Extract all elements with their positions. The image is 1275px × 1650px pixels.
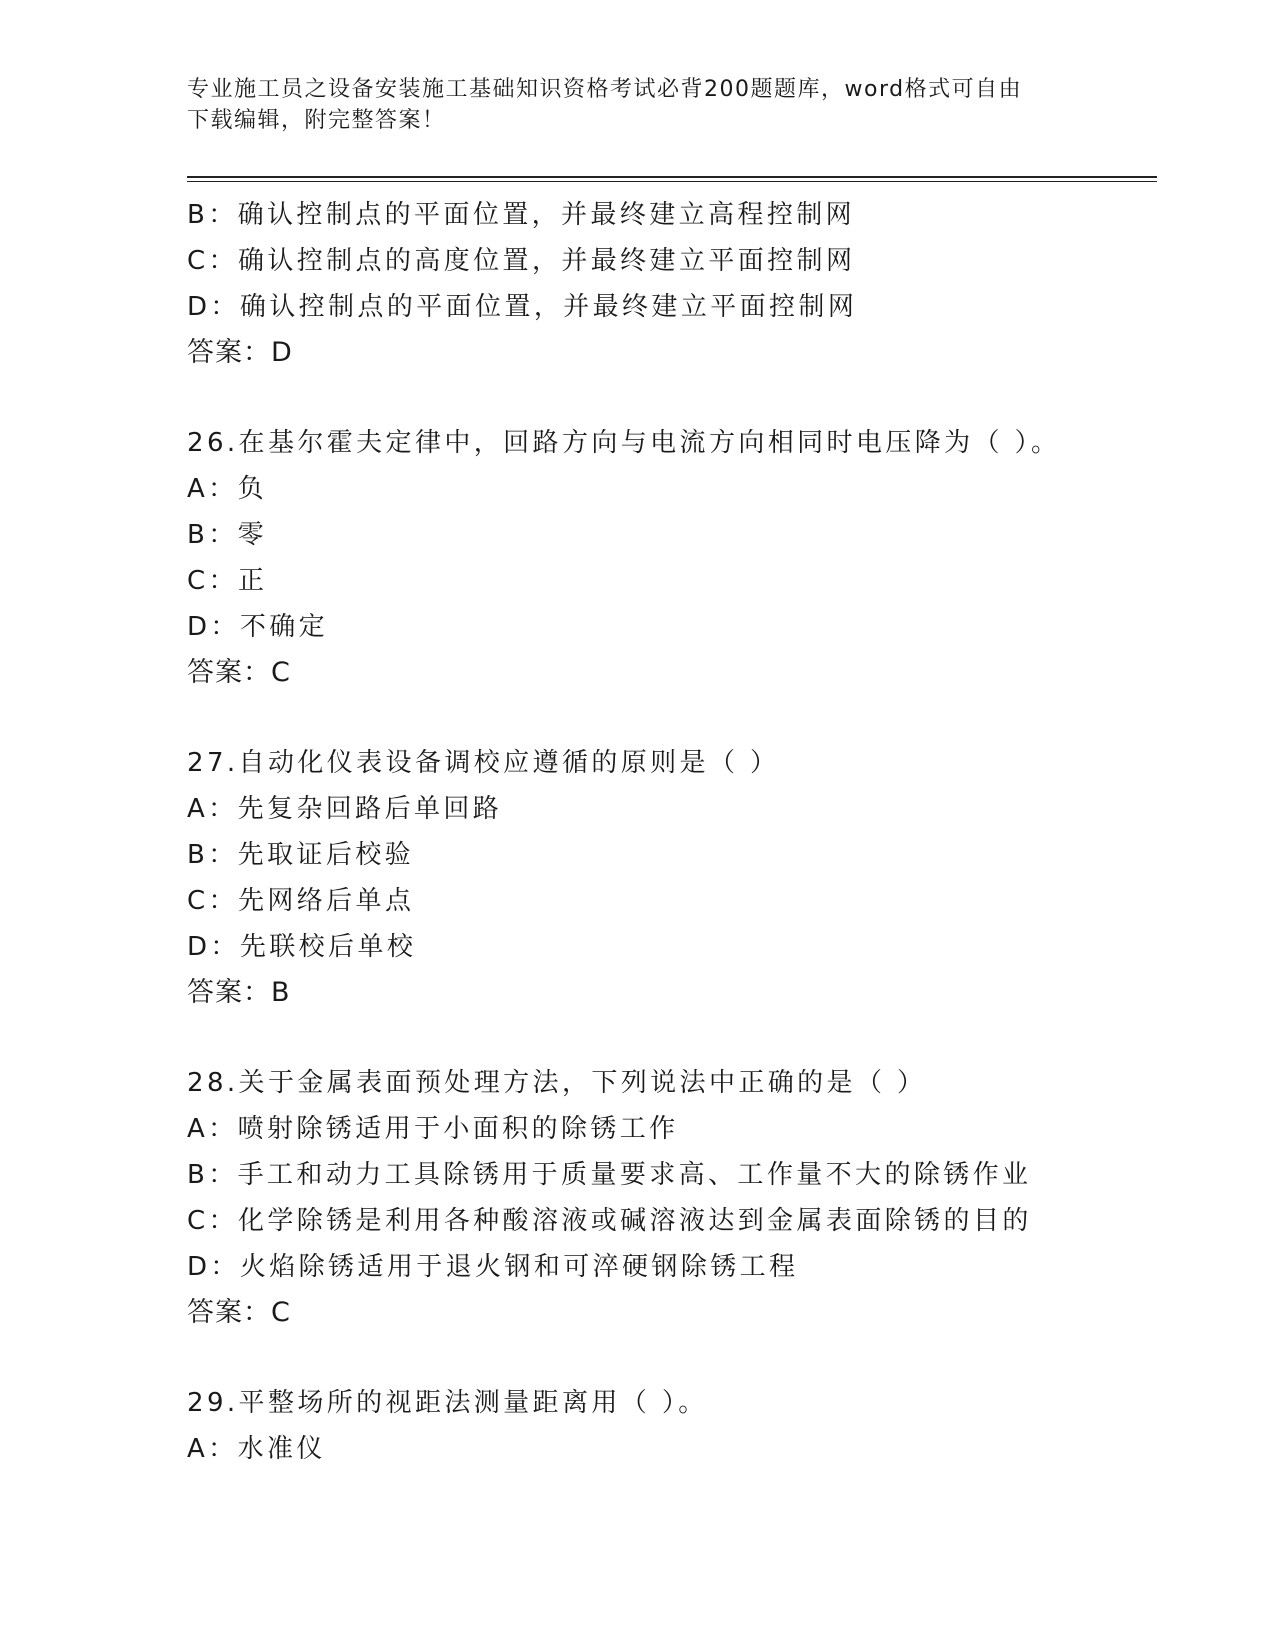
option-line: A：喷射除锈适用于小面积的除锈工作 — [187, 1114, 679, 1144]
header-title-line-2: 下载编辑，附完整答案！ — [187, 108, 446, 133]
document-header — [187, 74, 1087, 136]
answer-line: 答案：B — [187, 977, 291, 1008]
question-stem: 28.关于金属表面预处理方法，下列说法中正确的是（ ） — [187, 1068, 927, 1098]
question-stem: 26.在基尔霍夫定律中，回路方向与电流方向相同时电压降为（ ）。 — [187, 428, 1061, 458]
spacer — [187, 376, 1147, 420]
question-block-29 — [187, 1380, 1147, 1472]
option-line: C：化学除锈是利用各种酸溶液或碱溶液达到金属表面除锈的目的 — [187, 1206, 1032, 1236]
header-title-line-1: 专业施工员之设备安装施工基础知识资格考试必背200题题库，word格式可自由 — [187, 77, 1023, 102]
option-line: D：火焰除锈适用于退火钢和可淬硬钢除锈工程 — [187, 1252, 799, 1282]
option-line: D：确认控制点的平面位置，并最终建立平面控制网 — [187, 292, 858, 322]
question-stem: 27.自动化仪表设备调校应遵循的原则是（ ） — [187, 748, 780, 778]
option-line: C：先网络后单点 — [187, 886, 415, 916]
header-divider-thin — [187, 181, 1157, 182]
spacer — [187, 696, 1147, 740]
option-line: D：先联校后单校 — [187, 932, 417, 962]
header-divider-thick — [187, 176, 1157, 178]
answer-line: 答案：D — [187, 337, 293, 368]
answer-line: 答案：C — [187, 657, 291, 688]
option-line: C：确认控制点的高度位置，并最终建立平面控制网 — [187, 246, 856, 276]
answer-line: 答案：C — [187, 1297, 291, 1328]
spacer — [187, 1336, 1147, 1380]
option-line: B：零 — [187, 520, 268, 550]
question-block-continued — [187, 192, 1147, 376]
option-line: A：先复杂回路后单回路 — [187, 794, 503, 824]
question-block-27 — [187, 740, 1147, 1016]
question-block-26 — [187, 420, 1147, 696]
question-block-28 — [187, 1060, 1147, 1336]
option-line: D：不确定 — [187, 612, 329, 642]
option-line: C：正 — [187, 566, 268, 596]
option-line: B：手工和动力工具除锈用于质量要求高、工作量不大的除锈作业 — [187, 1160, 1032, 1190]
question-stem: 29.平整场所的视距法测量距离用（ ）。 — [187, 1388, 708, 1418]
option-line: B：先取证后校验 — [187, 840, 415, 870]
option-line: A：负 — [187, 474, 267, 504]
spacer — [187, 1016, 1147, 1060]
question-list — [187, 192, 1147, 1472]
option-line: A：水准仪 — [187, 1434, 326, 1464]
option-line: B：确认控制点的平面位置，并最终建立高程控制网 — [187, 200, 856, 230]
